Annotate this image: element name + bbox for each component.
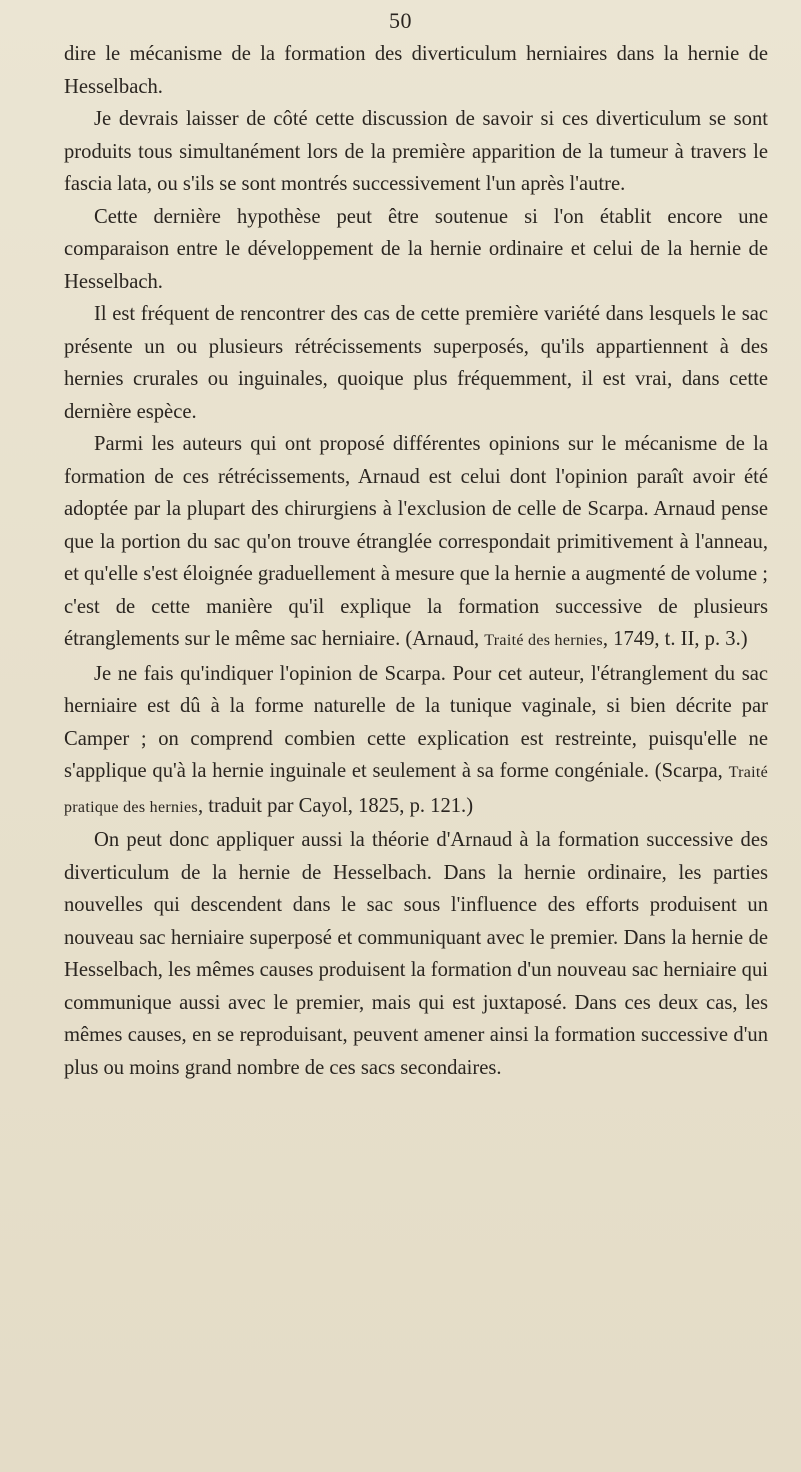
paragraph-6 (64, 658, 768, 825)
paragraph-5-citation-tail: , 1749, t. II, p. 3.) (602, 628, 748, 650)
paragraph-3: Cette dernière hypothèse peut être soutenue si l'on établit encore une comparaison entre le développement de la hernie ordinaire et celui de la hernie de Hesselbach. (64, 205, 768, 293)
paragraph-5 (64, 428, 768, 658)
paragraph-4: Il est fréquent de rencontrer des cas de cette première variété dans lesquels le sac présente un ou plusieurs rétrécissements superposés, qu'ils appartiennent à des hernies crurales ou inguinales, quoique plus fréquemment, il est vrai, dans cette dernière espèce. (64, 303, 768, 423)
paragraph-1: dire le mécanisme de la formation des diverticulum herniaires dans la hernie de Hesselbach. (64, 43, 768, 98)
citation-arnaud-title: Traité des hernies (484, 632, 603, 649)
citation-scarpa-title: Traité pratique des hernies (64, 764, 768, 816)
paragraph-7: On peut donc appliquer aussi la théorie d'Arnaud à la formation successive des diverticulum de la hernie de Hesselbach. Dans la hernie ordinaire, les parties nouvelles qui descendent dans le sac sous l'influence des efforts produisent un nouveau sac herniaire superposé et communiquant avec le premier. Dans la hernie de Hesselbach, les mêmes causes produisent la formation d'un nouveau sac herniaire qui communique aussi avec le premier, mais qui est juxtaposé. Dans ces deux cas, les mêmes causes, en se reproduisant, peuvent amener ainsi la formation successive d'un plus ou moins grand nombre de ces sacs secondaires. (64, 829, 768, 1079)
paragraph-5-text: Parmi les auteurs qui ont proposé différentes opinions sur le mécanisme de la formation de ces rétrécissements, Arnaud est celui dont l'opinion paraît avoir été adoptée par la plupart des chirurgiens à l'exclusion de celle de Scarpa. Arnaud pense que la portion du sac qu'on trouve étranglée correspondait primitivement à l'anneau, et qu'elle s'est éloignée graduellement à mesure que la hernie a augmenté de volume ; c'est de cette manière qu'il explique la formation successive de plusieurs étranglements sur le même sac herniaire. (Arnaud, (64, 433, 768, 650)
page-number: 50 (389, 8, 412, 33)
paragraph-6-citation-tail: , traduit par Cayol, 1825, p. 121.) (197, 794, 474, 817)
text-body (64, 38, 768, 1084)
paragraph-6-text: Je ne fais qu'indiquer l'opinion de Scarpa. Pour cet auteur, l'étranglement du sac herniaire est dû à la forme naturelle de la tunique vaginale, si bien décrite par Camper ; on comprend combien cette explication est restreinte, puisqu'elle ne s'applique qu'à la hernie inguinale et seulement à sa forme congéniale. (Scarpa, (64, 662, 768, 782)
paragraph-2: Je devrais laisser de côté cette discussion de savoir si ces diverticulum se sont produits tous simultanément lors de la première apparition de la tumeur à travers le fascia lata, ou s'ils se sont montrés successivement l'un après l'autre. (64, 108, 768, 195)
